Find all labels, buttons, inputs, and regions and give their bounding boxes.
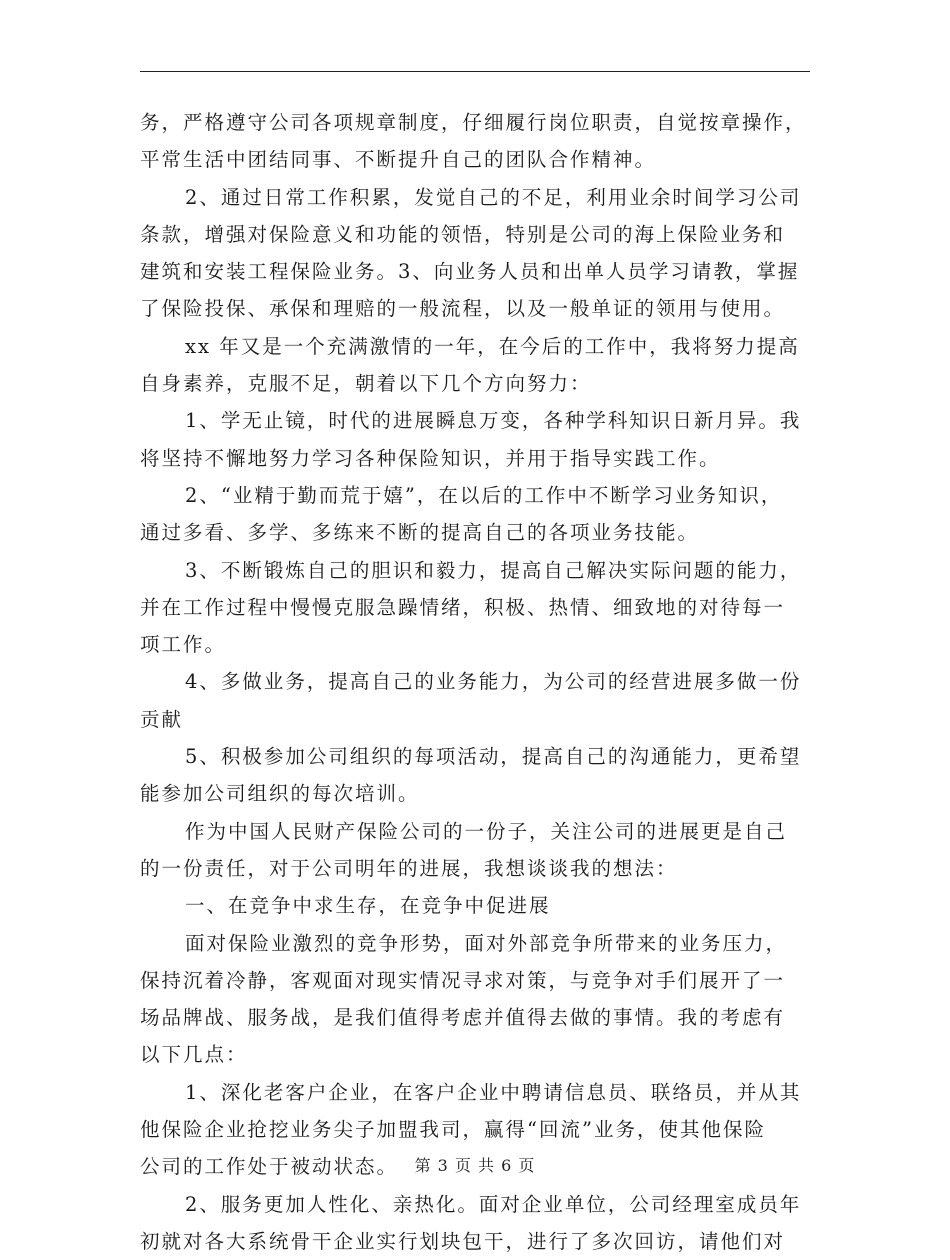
text-line: 建筑和安装工程保险业务。3、向业务人员和出单人员学习请教，掌握 xyxy=(140,260,800,284)
text-line: 了保险投保、承保和理赔的一般流程，以及一般单证的领用与使用。 xyxy=(140,297,786,321)
text-line: 通过多看、多学、多练来不断的提高自己的各项业务技能。 xyxy=(140,521,700,545)
text-line: xx 年又是一个充满激情的一年，在今后的工作中，我将努力提高 xyxy=(185,334,800,358)
text-line: 贡献 xyxy=(140,707,184,731)
text-line: 面对保险业激烈的竞争形势，面对外部竞争所带来的业务压力， xyxy=(185,931,788,955)
text-line: 以下几点： xyxy=(140,1043,248,1067)
text-line: 1、深化老客户企业，在客户企业中聘请信息员、联络员，并从其 xyxy=(185,1080,802,1104)
text-line: 自身素养，克服不足，朝着以下几个方向努力： xyxy=(140,372,592,396)
text-line: 并在工作过程中慢慢克服急躁情绪，积极、热情、细致地的对待每一 xyxy=(140,595,786,619)
text-line: 项工作。 xyxy=(140,633,227,657)
text-line: 条款，增强对保险意义和功能的领悟，特别是公司的海上保险业务和 xyxy=(140,222,786,246)
text-line: 2、通过日常工作积累，发觉自己的不足，利用业余时间学习公司 xyxy=(185,185,802,209)
text-line: 2、服务更加人性化、亲热化。面对企业单位，公司经理室成员年 xyxy=(185,1192,802,1216)
text-line: 将坚持不懈地努力学习各种保险知识，并用于指导实践工作。 xyxy=(140,446,721,470)
text-line: 场品牌战、服务战，是我们值得考虑并值得去做的事情。我的考虑有 xyxy=(140,1006,786,1030)
text-line: 一、在竞争中求生存，在竞争中促进展 xyxy=(185,894,551,918)
text-line: 3、不断锻炼自己的胆识和毅力，提高自己解决实际问题的能力， xyxy=(185,558,802,582)
text-line: 初就对各大系统骨干企业实行划块包干，进行了多次回访，请他们对 xyxy=(140,1229,786,1253)
text-line: 作为中国人民财产保险公司的一份子，关注公司的进展更是自己 xyxy=(185,819,788,843)
text-line: 4、多做业务，提高自己的业务能力，为公司的经营进展多做一份 xyxy=(185,670,802,694)
text-line: 能参加公司组织的每次培训。 xyxy=(140,782,420,806)
text-line: 的一份责任，对于公司明年的进展，我想谈谈我的想法： xyxy=(140,856,678,880)
header-rule xyxy=(140,71,810,72)
document-body xyxy=(140,104,812,1260)
text-line: 公司的工作处于被动状态。 xyxy=(140,1155,399,1179)
text-line: 5、积极参加公司组织的每项活动，提高自己的沟通能力，更希望 xyxy=(185,745,802,769)
text-line: 保持沉着冷静，客观面对现实情况寻求对策，与竞争对手们展开了一 xyxy=(140,968,786,992)
text-line: 务，严格遵守公司各项规章制度，仔细履行岗位职责，自觉按章操作， xyxy=(140,111,807,134)
text-line: 2、“业精于勤而荒于嬉”，在以后的工作中不断学习业务知识， xyxy=(185,483,783,507)
page-footer: 第 3 页 共 6 页 xyxy=(414,1156,536,1175)
text-line: 他保险企业抢挖业务尖子加盟我司，赢得“回流”业务，使其他保险 xyxy=(140,1118,766,1142)
text-line: 1、学无止镜，时代的进展瞬息万变，各种学科知识日新月异。我 xyxy=(185,409,802,433)
text-line: 平常生活中团结同事、不断提升自己的团队合作精神。 xyxy=(140,148,657,172)
